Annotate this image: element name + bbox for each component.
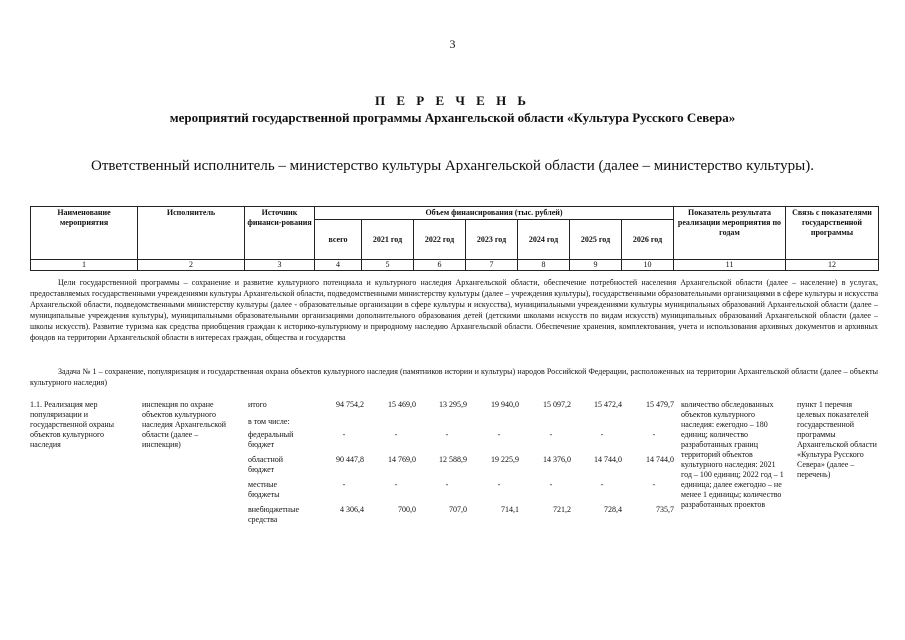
funding-value: -: [445, 480, 449, 489]
col-number: 9: [570, 260, 622, 271]
funding-value: 14 744,0: [594, 455, 622, 464]
funding-value: 15 479,7: [646, 400, 674, 409]
funding-value: 19 940,0: [491, 400, 519, 409]
col-header-year: 2022 год: [414, 220, 466, 260]
col-number: 2: [138, 260, 245, 271]
col-number: 10: [622, 260, 674, 271]
funding-value: 14 376,0: [543, 455, 571, 464]
funding-value: -: [652, 430, 656, 439]
col-number: 4: [315, 260, 362, 271]
col-number: 12: [786, 260, 879, 271]
col-header-year: 2025 год: [570, 220, 622, 260]
funding-value: 707,0: [449, 505, 467, 514]
source-federal: федеральный бюджет: [248, 430, 294, 449]
col-number: 7: [466, 260, 518, 271]
funding-value: 700,0: [398, 505, 416, 514]
col-header-link: Связь с показателями государственной программы: [786, 207, 879, 260]
col-header-indicator: Показатель результата реализации мероприятия по годам: [674, 207, 786, 260]
funding-value: -: [445, 430, 449, 439]
funding-value: 14 744,0: [646, 455, 674, 464]
source-extrabudget: внебюджетные средства: [248, 505, 299, 524]
col-number: 1: [31, 260, 138, 271]
funding-value: -: [549, 430, 553, 439]
funding-value: 728,4: [604, 505, 622, 514]
funding-value: -: [497, 430, 501, 439]
funding-value: -: [600, 480, 604, 489]
col-number: 6: [414, 260, 466, 271]
funding-value: 14 769,0: [388, 455, 416, 464]
responsible-executor-line: Ответственный исполнитель – министерство культуры Архангельской области (далее – министерство культуры).: [91, 158, 814, 174]
source-regional: областной бюджет: [248, 455, 284, 474]
col-header-year: 2023 год: [466, 220, 518, 260]
measure-name: 1.1. Реализация мер популяризации и государственной охраны объектов культурного наследия: [30, 400, 115, 449]
measure-executor: инспекция по охране объектов культурного наследия Архангельской области (далее – инспекция): [142, 400, 227, 449]
funding-value: -: [549, 480, 553, 489]
col-number: 5: [362, 260, 414, 271]
program-goals-paragraph: Цели государственной программы – сохранение и развитие культурного потенциала и культурного наследия Архангельской области, обеспечение потребностей населения Архангельской области (далее – население) в услугах, предоставляемых государственными учреждениями культуры Архангельской области, подведомственными министерству культуры (далее – учреждения культуры), государственными образовательными организациями в сфере культуры и искусства Архангельской области, подведомственными министерству культуры (далее - образовательные организации в сфере культуры и искусства), муниципальными учреждениями культуры муниципальных образований Архангельской области (далее – муниципальные учреждения культуры), муниципальными образовательными организациями дополнительного образования детей (детскими школами искусств по видам искусств) муниципальных образований Архангельской области (далее – школы искусств). Развитие туризма как средства приобщения граждан к историко-культурному и природному наследию Архангельской области. Обеспечение хранения, комплектования, учета и использования архивных документов и архивных фондов на территории Архангельской области в интересах граждан, общества и государства: [30, 278, 878, 342]
funding-value: 19 225,9: [491, 455, 519, 464]
document-subtitle: мероприятий государственной программы Архангельской области «Культура Русского Севера»: [169, 110, 736, 125]
col-header-name: Наименование мероприятия: [31, 207, 138, 260]
funding-value: -: [394, 430, 398, 439]
result-indicator: количество обследованных объектов культурного наследия: ежегодно – 180 единиц; количество разработанных границ территорий объектов культурного наследия: 2021 год – 100 единиц; 2022 год – 1 единица; далее ежегодно – не менее 1 единицы; количество разработанных проектов: [681, 400, 784, 509]
funding-value: -: [394, 480, 398, 489]
funding-value: -: [652, 480, 656, 489]
task-paragraph: Задача № 1 – сохранение, популяризация и государственная охрана объектов культурного наследия (памятников истории и культуры) народов Российской Федерации, расположенных на территории Архангельской области (далее – объекты культурного наследия): [30, 367, 878, 387]
program-link: пункт 1 перечня целевых показателей государственной программы Архангельской области «Культура Русского Севера» (далее – перечень): [797, 400, 877, 479]
col-number: 11: [674, 260, 786, 271]
funding-value: 735,7: [656, 505, 674, 514]
col-header-source: Источник финанси-рования: [245, 207, 315, 260]
source-including: в том числе:: [248, 417, 290, 426]
funding-value: 15 472,4: [594, 400, 622, 409]
col-number: 8: [518, 260, 570, 271]
funding-value: 12 588,9: [439, 455, 467, 464]
funding-value: 90 447,8: [336, 455, 364, 464]
source-total: итого: [248, 400, 267, 409]
funding-value: 721,2: [553, 505, 571, 514]
col-header-year: 2024 год: [518, 220, 570, 260]
col-header-year: 2021 год: [362, 220, 414, 260]
funding-value: 13 295,9: [439, 400, 467, 409]
funding-value: -: [342, 480, 346, 489]
col-number: 3: [245, 260, 315, 271]
col-header-total: всего: [315, 220, 362, 260]
document-title: П Е Р Е Ч Е Н Ь: [374, 93, 531, 108]
funding-value: 714,1: [501, 505, 519, 514]
funding-value: -: [342, 430, 346, 439]
page-number: 3: [449, 37, 456, 51]
funding-value: 4 306,4: [340, 505, 364, 514]
header-table: [30, 206, 879, 271]
col-header-year: 2026 год: [622, 220, 674, 260]
col-header-funding: Объем финансирования (тыс. рублей): [315, 207, 674, 220]
funding-value: -: [600, 430, 604, 439]
funding-value: 15 469,0: [388, 400, 416, 409]
funding-value: 94 754,2: [336, 400, 364, 409]
col-header-executor: Исполнитель: [138, 207, 245, 260]
funding-value: 15 097,2: [543, 400, 571, 409]
source-local: местные бюджеты: [248, 480, 280, 499]
funding-value: -: [497, 480, 501, 489]
